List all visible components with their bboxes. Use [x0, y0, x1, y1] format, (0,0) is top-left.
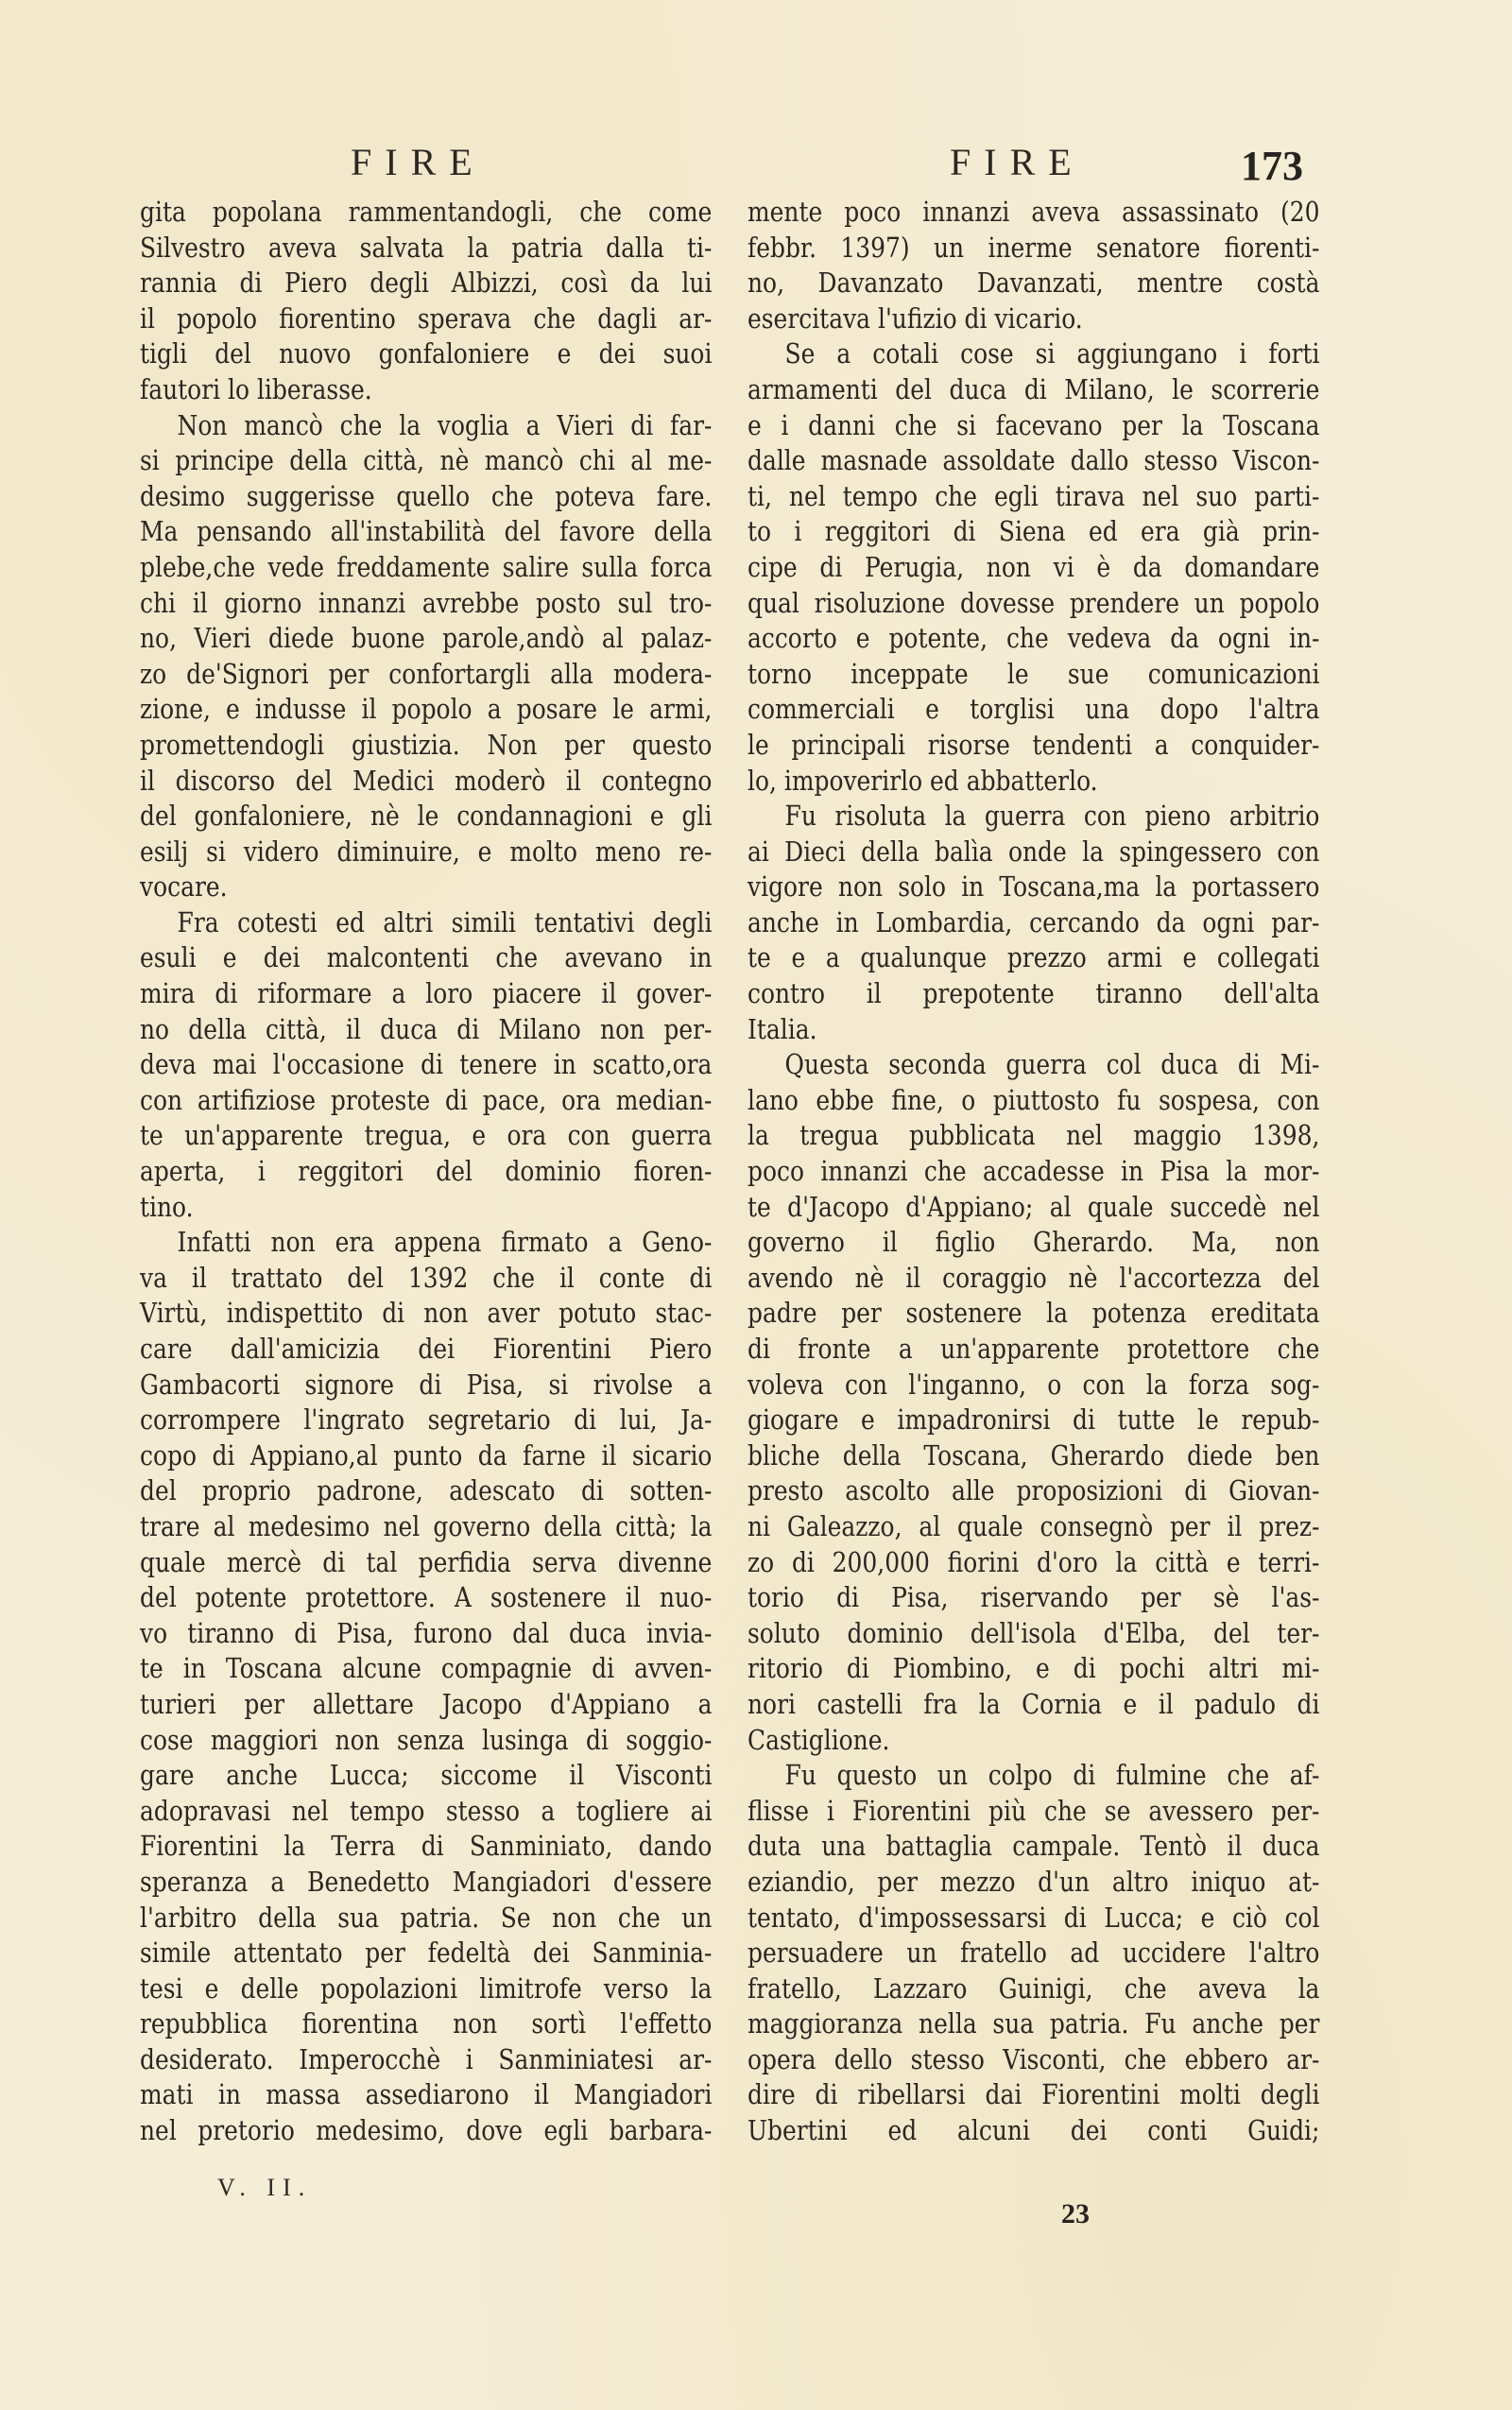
text-line: e i danni che si facevano per la Toscana [747, 408, 1320, 441]
text-line: duta una battaglia campale. Tentò il duca [747, 1830, 1320, 1863]
text-line: te e a qualunque prezzo armi e collegati [747, 941, 1320, 974]
text-line: deva mai l'occasione di tenere in scatto,ora [140, 1048, 713, 1081]
text-line: presto ascolto alle proposizioni di Giovan- [747, 1474, 1320, 1507]
text-line: rannia di Piero degli Albizzi, così da lui [140, 267, 713, 300]
text-line: dire di ribellarsi dai Fiorentini molti degli [747, 2078, 1320, 2111]
text-line: soluto dominio dell'isola d'Elba, del ter- [747, 1616, 1320, 1649]
text-line: l'arbitro della sua patria. Se non che un [140, 1901, 713, 1934]
text-line: voleva con l'inganno, o con la forza sog- [747, 1368, 1320, 1401]
text-line: la tregua pubblicata nel maggio 1398, [747, 1119, 1320, 1152]
text-line: copo di Appiano,al punto da farne il sicario [140, 1438, 713, 1472]
text-line: te d'Jacopo d'Appiano; al quale succedè nel [747, 1190, 1320, 1223]
text-line: esilj si videro diminuire, e molto meno re- [140, 835, 713, 868]
text-line: opera dello stesso Visconti, che ebbero ar- [747, 2042, 1320, 2075]
text-line: Infatti non era appena firmato a Geno- [177, 1226, 713, 1259]
text-line: ti, nel tempo che egli tirava nel suo parti- [747, 479, 1320, 512]
text-line: qual risoluzione dovesse prendere un popolo [747, 586, 1320, 619]
text-line: no della città, il duca di Milano non per- [140, 1012, 713, 1045]
text-line: si principe della città, nè mancò chi al me- [140, 444, 713, 477]
text-line: persuadere un fratello ad uccidere l'altro [747, 1937, 1320, 1970]
text-line: care dall'amicizia dei Fiorentini Piero [140, 1333, 713, 1365]
text-line: Ubertini ed alcuni dei conti Guidi; [747, 2114, 1320, 2147]
text-line: avendo nè il coraggio nè l'accortezza del [747, 1261, 1320, 1294]
text-line: esercitava l'ufizio di vicario. [747, 301, 1083, 335]
text-line: il popolo fiorentino sperava che dagli ar- [140, 301, 713, 335]
text-line: Gambacorti signore di Pisa, si rivolse a [140, 1368, 713, 1401]
text-line: Fiorentini la Terra di Sanminiato, dando [140, 1830, 713, 1863]
text-line: Non mancò che la voglia a Vieri di far- [177, 408, 713, 441]
text-line: eziandio, per mezzo d'un altro iniquo at- [747, 1865, 1320, 1898]
quire-mark: 23 [1061, 2198, 1090, 2229]
text-line: Italia. [747, 1012, 817, 1045]
text-line: adopravasi nel tempo stesso a togliere ai [140, 1794, 713, 1827]
text-line: anche in Lombardia, cercando da ogni par- [747, 905, 1320, 938]
page-number: 173 [1241, 143, 1303, 189]
running-head-left: FIRE [351, 141, 486, 183]
text-line: Castiglione. [747, 1723, 890, 1756]
text-line: con artifiziose proteste di pace, ora median- [140, 1083, 713, 1116]
text-line: gita popolana rammentandogli, che come [140, 196, 713, 228]
text-line: maggioranza nella sua patria. Fu anche per [747, 2007, 1320, 2040]
text-line: ni Galeazzo, al quale consegnò per il prez- [747, 1509, 1320, 1542]
text-line: desimo suggerisse quello che poteva fare. [140, 479, 713, 512]
text-line: di fronte a un'apparente protettore che [747, 1333, 1320, 1365]
text-line: gare anche Lucca; siccome il Visconti [140, 1759, 713, 1792]
text-line: tentato, d'impossessarsi di Lucca; e ciò col [747, 1901, 1320, 1934]
text-line: Fra cotesti ed altri simili tentativi degli [177, 905, 713, 938]
text-line: governo il figlio Gherardo. Ma, non [747, 1226, 1320, 1259]
text-line: del gonfaloniere, nè le condannagioni e gli [140, 800, 713, 833]
text-line: tigli del nuovo gonfaloniere e dei suoi [140, 337, 713, 370]
text-line: armamenti del duca di Milano, le scorrerie [747, 372, 1320, 405]
text-line: del proprio padrone, adescato di sotten- [140, 1474, 713, 1507]
text-line: plebe,che vede freddamente salire sulla forca [140, 550, 713, 583]
text-line: zione, e indusse il popolo a posare le armi, [140, 693, 713, 726]
text-line: Ma pensando all'instabilità del favore della [140, 515, 713, 548]
text-line: lano ebbe fine, o piuttosto fu sospesa, con [747, 1083, 1320, 1116]
text-line: zo de'Signori per confortargli alla modera- [140, 657, 713, 690]
text-line: fratello, Lazzaro Guinigi, che aveva la [747, 1971, 1320, 2005]
text-line: poco innanzi che accadesse in Pisa la mor- [747, 1155, 1320, 1188]
text-line: accorto e potente, che vedeva da ogni in- [747, 622, 1320, 655]
text-line: Virtù, indispettito di non aver potuto stac- [140, 1297, 713, 1330]
text-line: chi il giorno innanzi avrebbe posto sul tro- [140, 586, 713, 619]
text-line: va il trattato del 1392 che il conte di [140, 1261, 713, 1294]
text-line: mira di riformare a loro piacere il gover- [140, 977, 713, 1010]
text-column-left [140, 195, 713, 2149]
text-column-right [747, 195, 1320, 2149]
text-line: promettendogli giustizia. Non per questo [140, 728, 713, 761]
text-line: bliche della Toscana, Gherardo diede ben [747, 1438, 1320, 1472]
text-line: mati in massa assediarono il Mangiadori [140, 2078, 713, 2111]
text-line: le principali risorse tendenti a conquider- [747, 728, 1320, 761]
text-line: no, Davanzato Davanzati, mentre costà [747, 267, 1320, 300]
text-line: desiderato. Imperocchè i Sanminiatesi ar- [140, 2042, 713, 2075]
text-line: speranza a Benedetto Mangiadori d'essere [140, 1865, 713, 1898]
text-line: del potente protettore. A sostenere il nuo- [140, 1581, 713, 1614]
text-line: cose maggiori non senza lusinga di soggio- [140, 1723, 713, 1756]
text-line: vo tiranno di Pisa, furono dal duca invia- [140, 1616, 713, 1649]
text-line: tesi e delle popolazioni limitrofe verso la [140, 1971, 713, 2005]
text-line: esuli e dei malcontenti che avevano in [140, 941, 713, 974]
text-line: no, Vieri diede buone parole,andò al palaz- [140, 622, 713, 655]
text-line: te un'apparente tregua, e ora con guerra [140, 1119, 713, 1152]
text-line: il discorso del Medici moderò il contegno [140, 764, 713, 797]
text-line: repubblica fiorentina non sortì l'effetto [140, 2007, 713, 2040]
text-line: te in Toscana alcune compagnie di avven- [140, 1652, 713, 1685]
text-line: dalle masnade assoldate dallo stesso Viscon- [747, 444, 1320, 477]
volume-signature: V. II. [217, 2174, 313, 2201]
text-line: fautori lo liberasse. [140, 372, 372, 405]
text-line: padre per sostenere la potenza ereditata [747, 1297, 1320, 1330]
text-line: zo di 200,000 fiorini d'oro la città e terri- [747, 1545, 1320, 1578]
text-line: tino. [140, 1190, 194, 1223]
text-line: lo, impoverirlo ed abbatterlo. [747, 764, 1098, 797]
text-line: ritorio di Piombino, e di pochi altri mi- [747, 1652, 1320, 1685]
running-head-right: FIRE [950, 141, 1085, 183]
text-line: vigore non solo in Toscana,ma la portassero [747, 870, 1320, 904]
text-line: Se a cotali cose si aggiungano i forti [784, 337, 1320, 370]
text-line: simile attentato per fedeltà dei Sanminia- [140, 1937, 713, 1970]
text-line: Fu questo un colpo di fulmine che af- [784, 1759, 1320, 1792]
text-line: to i reggitori di Siena ed era già prin- [747, 515, 1320, 548]
text-line: corrompere l'ingrato segretario di lui, Ja- [140, 1403, 713, 1437]
text-line: nel pretorio medesimo, dove egli barbara- [140, 2114, 713, 2147]
text-line: ai Dieci della balìa onde la spingessero con [747, 835, 1320, 868]
text-line: commerciali e torglisi una dopo l'altra [747, 693, 1320, 726]
text-line: contro il prepotente tiranno dell'alta [747, 977, 1320, 1010]
text-line: Questa seconda guerra col duca di Mi- [784, 1048, 1320, 1081]
text-line: Silvestro aveva salvata la patria dalla ti- [140, 231, 713, 264]
text-line: torno inceppate le sue comunicazioni [747, 657, 1320, 690]
text-line: vocare. [140, 870, 228, 904]
text-line: torio di Pisa, riservando per sè l'as- [747, 1581, 1320, 1614]
text-line: quale mercè di tal perfidia serva divenne [140, 1545, 713, 1578]
text-line: turieri per allettare Jacopo d'Appiano a [140, 1687, 713, 1720]
text-line: aperta, i reggitori del dominio fioren- [140, 1155, 713, 1188]
text-line: trare al medesimo nel governo della città; la [140, 1509, 713, 1542]
text-line: Fu risoluta la guerra con pieno arbitrio [784, 800, 1320, 833]
text-line: giogare e impadronirsi di tutte le repub- [747, 1403, 1320, 1437]
text-line: cipe di Perugia, non vi è da domandare [747, 550, 1320, 583]
text-line: flisse i Fiorentini più che se avessero per- [747, 1794, 1320, 1827]
text-line: nori castelli fra la Cornia e il padulo di [747, 1687, 1320, 1720]
text-line: mente poco innanzi aveva assassinato (20 [747, 196, 1320, 228]
text-line: febbr. 1397) un inerme senatore fiorenti- [747, 231, 1320, 264]
